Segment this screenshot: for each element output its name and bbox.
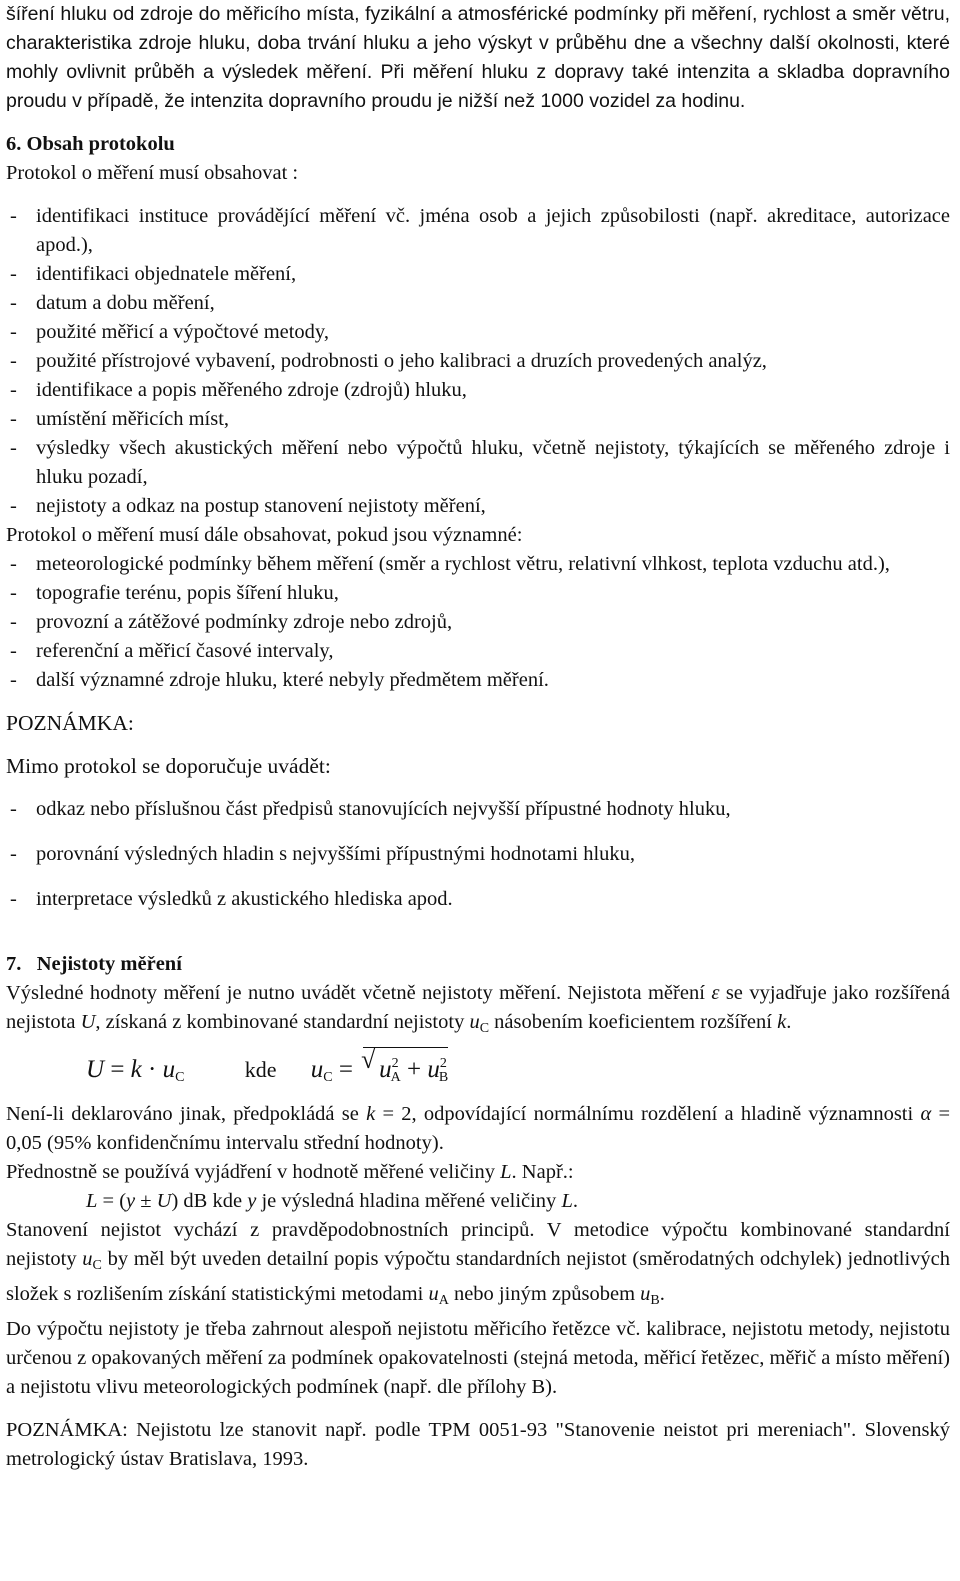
- protocol-optional-list: [6, 550, 950, 695]
- uncertainty-formula: $U = k \cdot u_C$ kde $u_C$ = √ $u^2_A + u^2_B$: [6, 1047, 950, 1098]
- list-item: - meteorologické podmínky během měření (směr a rychlost větru, relativní vlhkost, teplota vzduchu atd.),: [6, 550, 950, 579]
- list-item: - použité přístrojové vybavení, podrobnosti o jeho kalibraci a druzích provedených analýz,: [6, 347, 950, 376]
- section-6-heading: 6. Obsah protokolu: [6, 133, 175, 155]
- recommended-list: [6, 795, 950, 914]
- list-item: - výsledky všech akustických měření nebo výpočtů hluku, včetně nejistoty, týkajících se měřeného zdroje i hluku pozadí,: [6, 434, 950, 492]
- list-item: - identifikace a popis měřeného zdroje (zdrojů) hluku,: [6, 376, 950, 405]
- uncertainty-note: POZNÁMKA: Nejistotu lze stanovit např. podle TPM 0051-93 "Stanovenie neistot pri mereniach". Slovenský metrologický ústav Bratislava, 1993.: [6, 1419, 950, 1470]
- intro-paragraph: šíření hluku od zdroje do měřicího místa, fyzikální a atmosférické podmínky při měření, rychlost a směr větru, charakteristika zdroje hluku, doba trvání hluku a jeho výskyt v průběhu dne a všechny další okolnosti, které mohly ovlivnit průběh a výsledek měření. Při měření hluku z dopravy také intenzita a skladba dopravního proudu v případě, že intenzita dopravního proudu je nižší než 1000 vozidel za hodinu.: [6, 3, 950, 112]
- note-heading: POZNÁMKA:: [6, 711, 134, 735]
- list-item: - provozní a zátěžové podmínky zdroje nebo zdrojů,: [6, 608, 950, 637]
- list-item: - další významné zdroje hluku, které nebyly předmětem měření.: [6, 666, 950, 695]
- list-item: - interpretace výsledků z akustického hlediska apod.: [6, 885, 950, 914]
- uncertainty-example: L = (y ± U) dB kde y je výsledná hladina měřené veličiny L.: [86, 1190, 578, 1212]
- list-item: - nejistoty a odkaz na postup stanovení nejistoty měření,: [6, 492, 950, 521]
- list-item: - porovnání výsledných hladin s nejvyššími přípustnými hodnotami hluku,: [6, 840, 950, 869]
- section-7-title: Nejistoty měření: [36, 953, 182, 975]
- list-item: - topografie terénu, popis šíření hluku,: [6, 579, 950, 608]
- section-6-lead-2: Protokol o měření musí dále obsahovat, pokud jsou významné:: [6, 524, 523, 546]
- protocol-required-list: [6, 202, 950, 521]
- list-item: - referenční a měřicí časové intervaly,: [6, 637, 950, 666]
- uncertainty-paragraph-2: Není-li deklarováno jinak, předpokládá se k = 2, odpovídající normálnímu rozdělení a hladině významnosti α = 0,05 (95% konfidenčnímu intervalu střední hodnoty).: [6, 1103, 951, 1154]
- section-6-lead: Protokol o měření musí obsahovat :: [6, 162, 299, 184]
- section-7-number: 7.: [6, 953, 22, 975]
- list-item: - identifikaci objednatele měření,: [6, 260, 950, 289]
- list-item: - použité měřicí a výpočtové metody,: [6, 318, 950, 347]
- note-lead: Mimo protokol se doporučuje uvádět:: [6, 754, 331, 778]
- uncertainty-paragraph-1: Výsledné hodnoty měření je nutno uvádět včetně nejistoty měření. Nejistota měření ε se vyjadřuje jako rozšířená nejistota U, získaná z kombinované standardní nejistoty $u_C$ násobením koeficientem rozšíření k.: [6, 982, 950, 1036]
- uncertainty-paragraph-5: Stanovení nejistot vychází z pravděpodobnostních principů. V metodice výpočtu kombinované standardní nejistoty $u_C$ by měl být uveden detailní popis výpočtu standardních nejistot (směrodatných odchylek) jednotlivých složek s rozlišením získání statistickými metodami $u_A$ nebo jiným způsobem $u_B$.: [6, 1219, 951, 1308]
- list-item: - datum a dobu měření,: [6, 289, 950, 318]
- list-item: - identifikaci instituce provádějící měření vč. jména osob a jejich způsobilosti (např. akreditace, autorizace apod.),: [6, 202, 950, 260]
- list-item: - umístění měřicích míst,: [6, 405, 950, 434]
- square-root: √ $u^2_A + u^2_B$: [363, 1047, 448, 1094]
- uncertainty-paragraph-6: Do výpočtu nejistoty je třeba zahrnout alespoň nejistotu měřicího řetězce vč. kalibrace, nejistotu metody, nejistotu určenou z opakovaných měření za podmínek opakovatelnosti (stejná metoda, měřicí řetězec, měřič a místo měření) a nejistotu vlivu meteorologických podmínek (např. dle přílohy B).: [6, 1318, 950, 1398]
- uncertainty-paragraph-3: Přednostně se používá vyjádření v hodnotě měřené veličiny L. Např.:: [6, 1161, 574, 1183]
- list-item: - odkaz nebo příslušnou část předpisů stanovujících nejvyšší přípustné hodnoty hluku,: [6, 795, 950, 824]
- section-7-heading: [6, 950, 950, 979]
